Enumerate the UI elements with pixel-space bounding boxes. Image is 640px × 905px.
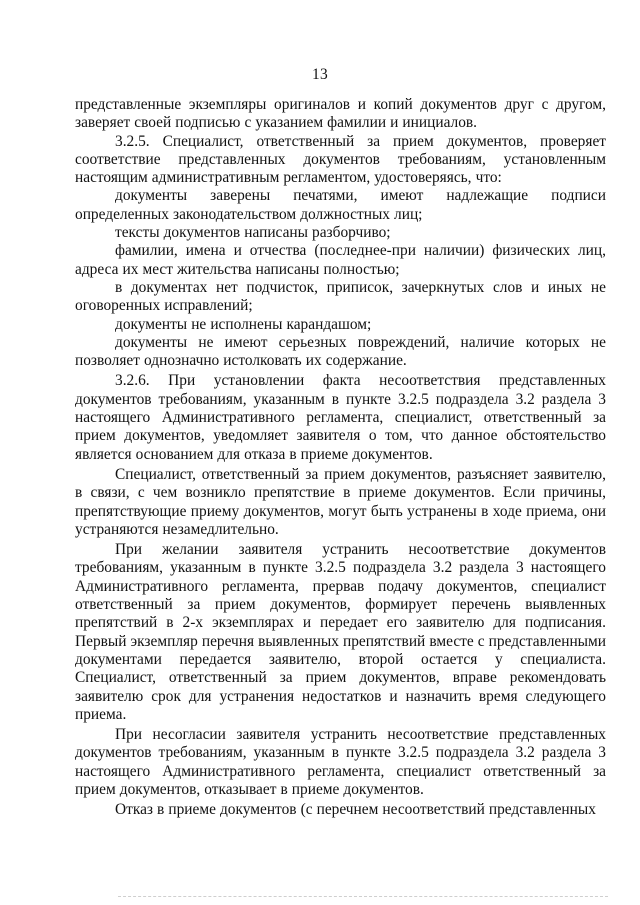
scan-edge-artifact: [118, 896, 608, 897]
paragraph: Специалист, ответственный за прием документов, разъясняет заявителю, в связи, с чем возникло препятствие в приеме документов. Если причины, препятствующие приему документов, могут быть устранены в ходе приема, они устраняются незамедлительно.: [75, 465, 606, 538]
paragraph-continues-next-page: Отказ в приеме документов (с перечнем несоответствий представленных: [115, 801, 596, 819]
paragraph-list-item: тексты документов написаны разборчиво;: [115, 224, 391, 242]
page-number: 13: [311, 66, 329, 83]
paragraph-list-item: документы не имеют серьезных повреждений, наличие которых не позволяет однозначно истолковать их содержание.: [75, 333, 606, 370]
document-body: [75, 96, 606, 820]
paragraph-list-item: фамилии, имена и отчества (последнее-при наличии) физических лиц, адреса их мест жительства написаны полностью;: [75, 242, 606, 278]
paragraph: При желании заявителя устранить несоответствие документов требованиям, указанным в пункте 3.2.5 подраздела 3.2 раздела 3 настоящего Административного регламента, прервав подачу документов, специалист ответственный за прием документов, формирует перечень выявленных препятствий в 2-х экземплярах и передает его заявителю для подписания. Первый экземпляр перечня выявленных препятствий вместе с представленными документами передается заявителю, второй остается у специалиста. Специалист, ответственный за прием документов, вправе рекомендовать заявителю срок для устранения недостатков и назначить время следующего приема.: [75, 541, 606, 723]
paragraph-list-item: в документах нет подчисток, приписок, зачеркнутых слов и иных не оговоренных исправлений;: [75, 278, 606, 315]
paragraph-list-item: документы не исполнены карандашом;: [115, 315, 372, 333]
paragraph: При несогласии заявителя устранить несоответствие представленных документов требованиям, указанным в пункте 3.2.5 подраздела 3.2 раздела 3 настоящего Административного регламента, специалист ответственный за прием документов, отказывает в приеме документов.: [75, 726, 606, 798]
paragraph-3-2-5: 3.2.5. Специалист, ответственный за прием документов, проверяет соответствие представленных документов требованиям, установленным настоящим административным регламентом, удостоверяясь, что:: [75, 132, 606, 187]
paragraph-list-item: документы заверены печатями, имеют надлежащие подписи определенных законодательством должностных лиц;: [75, 187, 606, 223]
paragraph-continuation: представленные экземпляры оригиналов и копий документов друг с другом, заверяет своей подписью с указанием фамилии и инициалов.: [75, 96, 606, 132]
paragraph-3-2-6: 3.2.6. При установлении факта несоответствия представленных документов требованиям, указанным в пункте 3.2.5 подраздела 3.2 раздела 3 настоящего Административного регламента, специалист, ответственный за прием документов, уведомляет заявителя о том, что данное обстоятельство является основанием для отказа в приеме документов.: [75, 372, 606, 463]
